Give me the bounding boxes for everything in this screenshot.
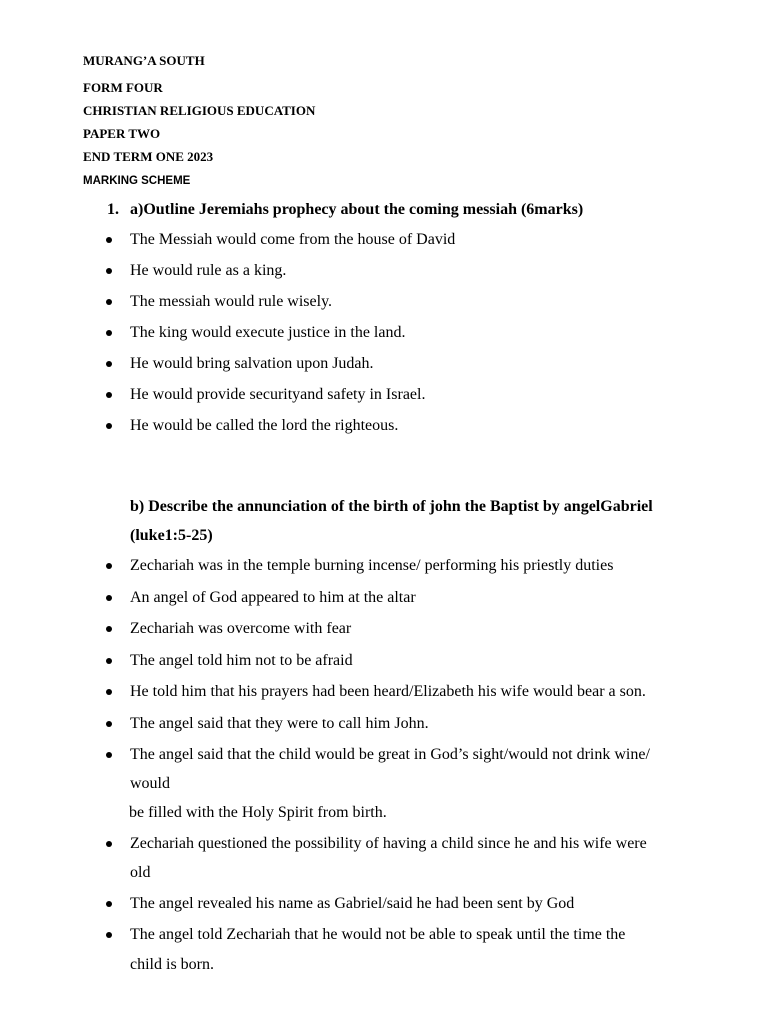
paper-number: PAPER TWO [83, 126, 161, 141]
bullet-icon [106, 299, 112, 305]
part-b-title-line-1: b) Describe the annunciation of the birth of john the Baptist by angelGabriel [130, 498, 653, 515]
part-b-title-line-2: (luke1:5-25) [130, 527, 213, 544]
bullet-icon [106, 721, 112, 727]
exam-term: END TERM ONE 2023 [83, 149, 214, 164]
point-text: Zechariah was in the temple burning incense/ performing his priestly duties [130, 557, 614, 574]
bullet-icon [106, 752, 112, 758]
bullet-icon [106, 901, 112, 907]
bullet-icon [106, 658, 112, 664]
point-text: He would rule as a king. [130, 262, 287, 279]
bullet-icon [106, 268, 112, 274]
bullet-icon [106, 330, 112, 336]
bullet-icon [106, 563, 112, 569]
list-item [0, 556, 768, 588]
bullet-icon [106, 689, 112, 695]
list-item [0, 261, 768, 292]
bullet-icon [106, 841, 112, 847]
bullet-icon [106, 423, 112, 429]
bullet-icon [106, 595, 112, 601]
subject-title: CHRISTIAN RELIGIOUS EDUCATION [83, 103, 316, 118]
list-item [0, 651, 768, 683]
bullet-icon [106, 392, 112, 398]
bullet-icon [106, 361, 112, 367]
point-text: An angel of God appeared to him at the altar [130, 588, 416, 606]
list-item [0, 292, 768, 323]
point-text-line-2: child is born. [130, 956, 214, 973]
form-level: FORM FOUR [83, 80, 163, 95]
point-text-line-2: old [130, 864, 151, 881]
list-item [0, 416, 768, 447]
bullet-icon [106, 932, 112, 938]
point-text: The Messiah would come from the house of David [130, 231, 456, 248]
point-text-line-3: be filled with the Holy Spirit from birth. [129, 804, 387, 821]
point-text-line-1: The angel told Zechariah that he would not be able to speak until the time the [130, 926, 626, 943]
school-name: MURANG’A SOUTH [83, 53, 205, 68]
point-text-line-1: Zechariah questioned the possibility of having a child since he and his wife were [130, 835, 647, 852]
point-text: He would provide securityand safety in Israel. [130, 386, 426, 403]
point-text: The messiah would rule wisely. [130, 293, 333, 310]
point-text: He would bring salvation upon Judah. [130, 355, 374, 372]
point-text: The angel said that they were to call him John. [130, 714, 429, 732]
part-a-points-list [0, 230, 768, 447]
part-a-title-text: a)Outline Jeremiahs prophecy about the coming messiah (6marks) [130, 201, 584, 218]
point-text: He would be called the lord the righteous. [130, 417, 399, 434]
list-item [0, 323, 768, 354]
list-item [0, 619, 768, 651]
point-text: The angel told him not to be afraid [130, 651, 353, 669]
point-text: The king would execute justice in the land. [130, 324, 406, 341]
question-1-part-a-title [107, 200, 583, 220]
point-text-line-1: The angel said that the child would be great in God’s sight/would not drink wine/ [130, 746, 650, 763]
question-number: 1. [107, 201, 119, 218]
point-text: He told him that his prayers had been heard/Elizabeth his wife would bear a son. [130, 683, 646, 700]
bullet-icon [106, 237, 112, 243]
list-item [0, 385, 768, 416]
marking-scheme-label: MARKING SCHEME [83, 175, 191, 187]
bullet-icon [106, 626, 112, 632]
point-text: Zechariah was overcome with fear [130, 620, 352, 637]
list-item [0, 714, 768, 746]
list-item [0, 682, 768, 714]
part-b-points-list [0, 556, 768, 745]
list-item [0, 354, 768, 385]
list-item [0, 588, 768, 620]
list-item [0, 230, 768, 261]
point-text-line-2: would [130, 775, 170, 792]
point-text: The angel revealed his name as Gabriel/said he had been sent by God [130, 895, 575, 912]
